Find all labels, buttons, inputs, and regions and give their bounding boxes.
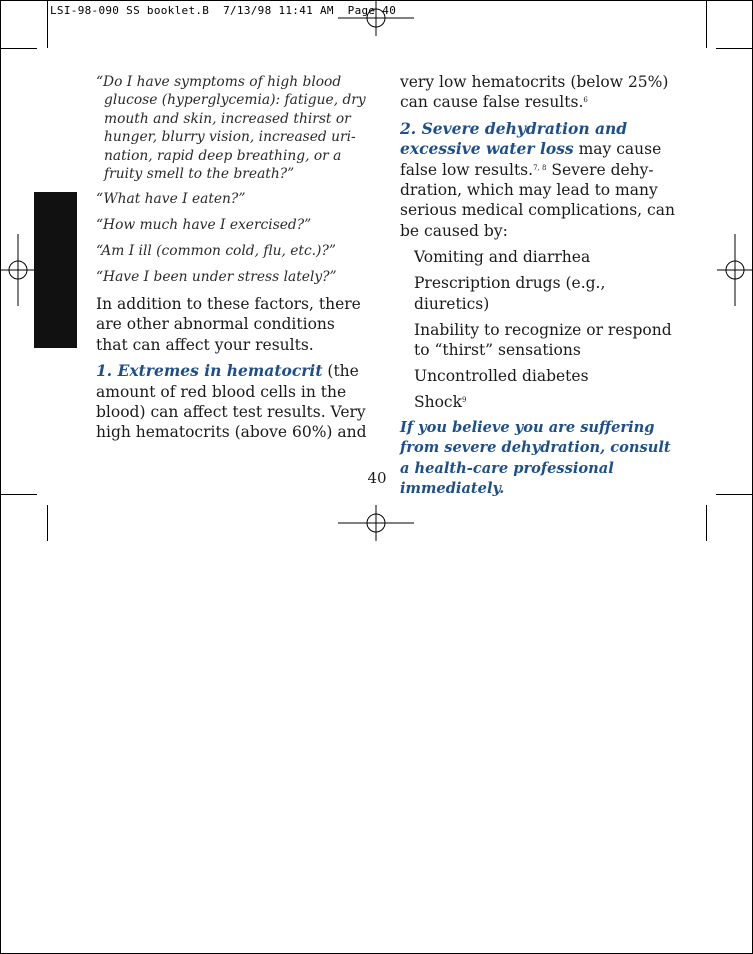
- crop-mark-top-left-vertical: [47, 0, 48, 48]
- crop-mark-bottom-left-horizontal: [0, 494, 37, 495]
- dehydration-heading: 2. Severe dehydration and excessive water loss: [400, 118, 628, 159]
- registration-mark-top: [338, 0, 414, 36]
- crop-mark-top-right-vertical: [706, 0, 707, 48]
- left-column: [96, 72, 371, 449]
- print-slug-header: LSI-98-090 SS booklet.B 7/13/98 11:41 AM Page 40: [50, 4, 397, 17]
- hematocrit-text: (the amount of red blood cells in the blood) can affect test results. Very high hematocrits (above 60%) and: [96, 362, 367, 442]
- question-stress: “Have I been under stress lately?”: [96, 269, 337, 286]
- question-hyperglycemia: “Do I have symptoms of high blood glucose (hyperglycemia): fatigue, dry mouth and skin, increased thirst or hunger, blurry vision, increased uri-nation, rapid deep breathing, or a fruity smell to the breath?”: [96, 74, 366, 183]
- hematocrit-continued: [400, 72, 682, 113]
- section-hematocrit: [96, 361, 371, 443]
- section-thumb-tab: [34, 192, 77, 348]
- dehydration-text-b: Severe dehy-dration, which may lead to many serious medical complications, can be caused by:: [400, 160, 675, 240]
- question-ill: “Am I ill (common cold, flu, etc.)?”: [96, 243, 336, 260]
- list-item: Vomiting and diarrhea: [414, 248, 591, 267]
- intro-paragraph: In addition to these factors, there are other abnormal conditions that can affect your results.: [96, 295, 361, 354]
- list-item: [400, 392, 682, 412]
- reference-superscript: 7, 8: [533, 163, 547, 172]
- registration-mark-right: [717, 234, 753, 306]
- list-item: Uncontrolled diabetes: [414, 367, 589, 386]
- list-item: Inability to recognize or respond to “thirst” sensations: [414, 320, 672, 360]
- crop-mark-bottom-right-horizontal: [716, 494, 753, 495]
- list-item: Prescription drugs (e.g., diuretics): [414, 274, 606, 313]
- crop-mark-bottom-right-vertical: [706, 505, 707, 541]
- reference-superscript: 6: [583, 96, 588, 105]
- crop-mark-bottom-left-vertical: [47, 505, 48, 541]
- right-column: [400, 72, 682, 514]
- page-number: 40: [367, 469, 387, 487]
- crop-mark-top-left-horizontal: [0, 48, 37, 49]
- hematocrit-heading: 1. Extremes in hematocrit: [96, 361, 323, 381]
- registration-mark-left: [0, 234, 36, 306]
- hematocrit-continued-text: very low hematocrits (below 25%) can cause false results.: [400, 73, 669, 112]
- causes-list: [400, 247, 682, 412]
- reference-superscript: 9: [462, 396, 467, 405]
- closing-statement: If you believe you are suffering from severe dehydration, consult a health-care professional immediately.: [400, 419, 671, 498]
- section-dehydration: [400, 119, 682, 241]
- question-exercised: “How much have I exercised?”: [96, 217, 312, 234]
- crop-mark-top-right-horizontal: [716, 48, 753, 49]
- question-eaten: “What have I eaten?”: [96, 191, 246, 208]
- list-item-text: Shock: [414, 393, 463, 412]
- dehydration-text-a: may cause false low results.: [400, 140, 662, 179]
